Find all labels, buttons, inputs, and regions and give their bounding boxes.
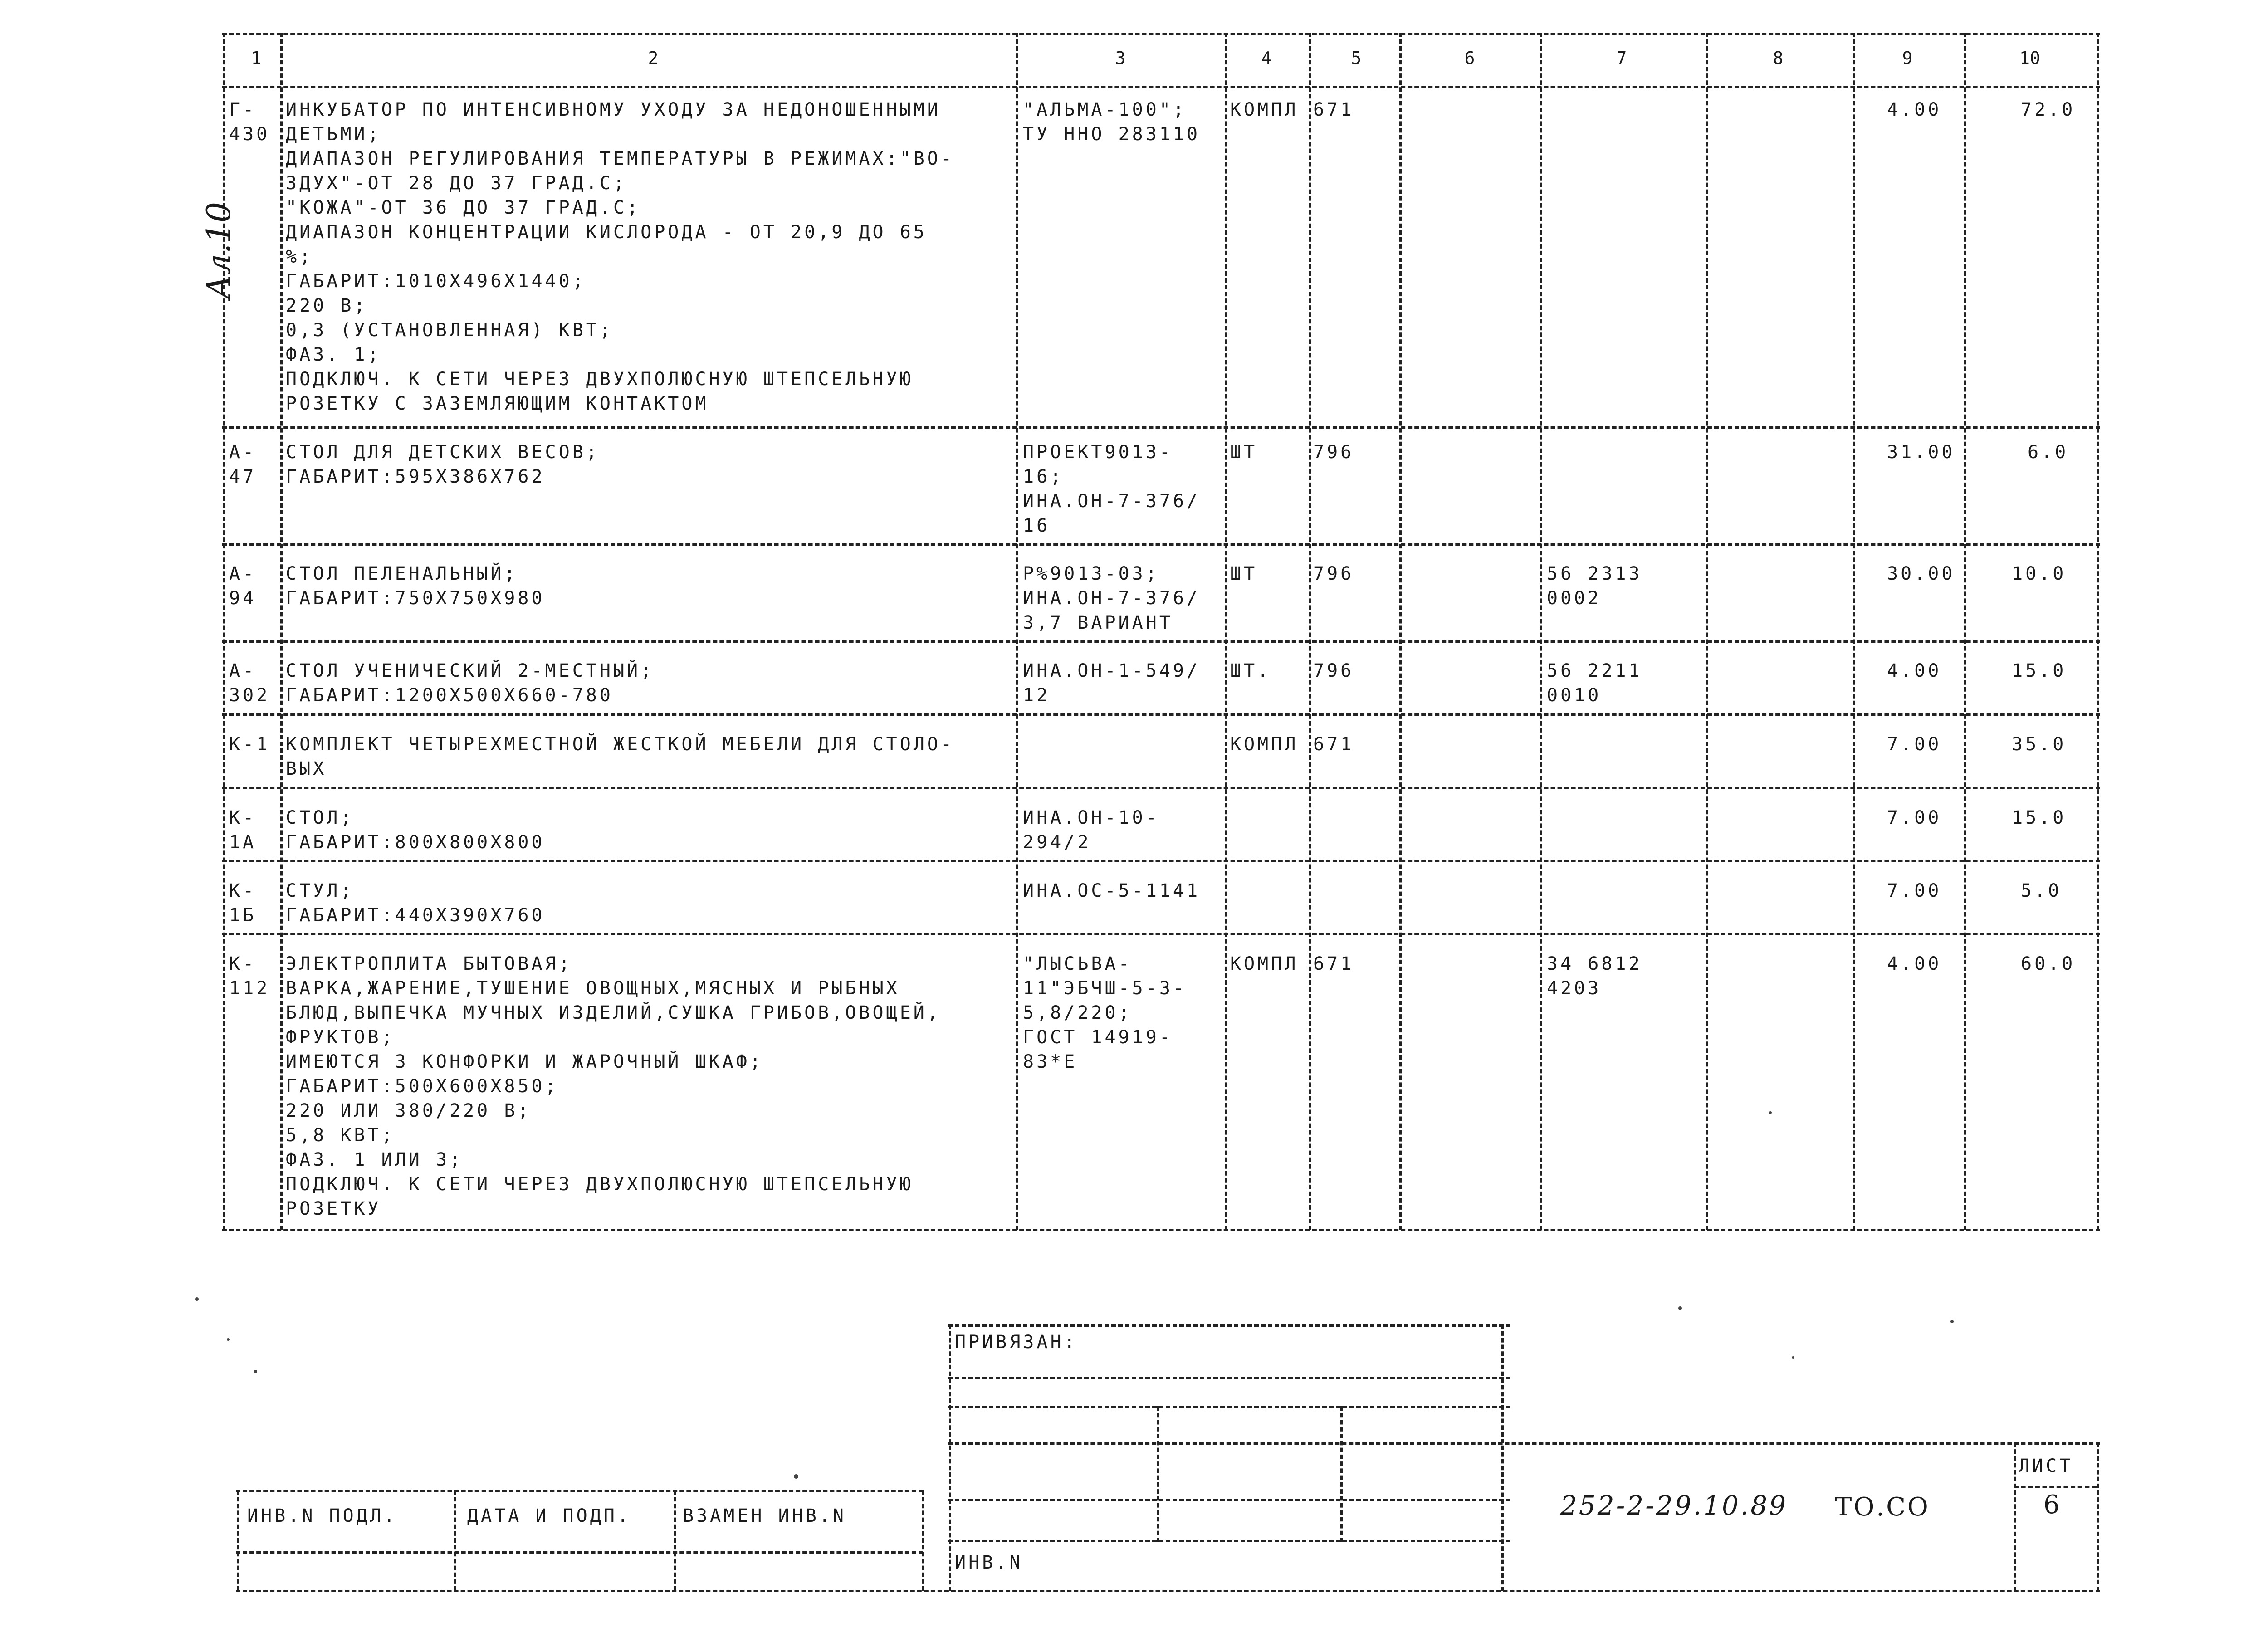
row-col10-value: 5.0 [2021,880,2062,901]
row-unit-code: 671 [1313,953,1354,974]
stamp-divider [674,1490,676,1591]
row-description: ДЕТЬМИ; [286,124,381,145]
row-document: 5,8/220; [1023,1002,1132,1023]
scan-speck [195,1297,199,1301]
row-description: 0,3 (УСТАНОВЛЕННАЯ) КВТ; [286,320,613,341]
stamp-rule [948,1324,1510,1327]
row-col9-value: 7.00 [1887,734,1942,755]
row-code: К- [229,880,257,901]
row-col9-value: 4.00 [1887,953,1942,974]
stamp-divider [949,1324,951,1591]
row-description: ГАБАРИТ:440Х390Х760 [286,905,545,926]
row-description: РОЗЕТКУ [286,1198,381,1219]
stamp-divider [2097,1442,2099,1591]
stamp-rule [948,1540,1510,1542]
row-rule [222,933,2100,935]
scan-speck [227,1338,230,1341]
row-document: 3,7 ВАРИАНТ [1023,612,1173,633]
row-rule [222,860,2100,862]
row-col10-value: 60.0 [2021,953,2076,974]
row-description: СТОЛ УЧЕНИЧЕСКИЙ 2-МЕСТНЫЙ; [286,660,655,681]
row-unit-code: 796 [1313,660,1354,681]
row-code: 1А [229,832,257,853]
row-description: "КОЖА"-ОТ 36 ДО 37 ГРАД.С; [286,197,641,218]
row-unit-code: 671 [1313,734,1354,755]
stamp-divider [454,1490,456,1591]
row-unit: ШТ [1230,563,1258,584]
row-code: 47 [229,466,257,487]
row-col9-value: 31.00 [1887,442,1955,463]
row-col7-value: 0002 [1547,588,1602,609]
row-description: ВЫХ [286,758,327,779]
row-description: СТОЛ ДЛЯ ДЕТСКИХ ВЕСОВ; [286,442,600,463]
row-rule [222,640,2100,643]
scan-speck [1792,1356,1794,1359]
table-bottom-rule [222,1229,2100,1231]
column-header-2: 2 [648,48,659,68]
row-description: ДИАПАЗОН КОНЦЕНТРАЦИИ КИСЛОРОДА - ОТ 20,9 ДО 65 [286,222,927,243]
row-description: 220 ИЛИ 380/220 В; [286,1100,532,1121]
stamp-privyazan-label: ПРИВЯЗАН: [955,1332,1078,1353]
row-description: СТОЛ ПЕЛЕНАЛЬНЫЙ; [286,563,518,584]
row-unit: КОМПЛ [1230,953,1299,974]
stamp-rule [2014,1486,2097,1488]
stamp-rule [948,1406,1510,1408]
stamp-rule [236,1551,923,1554]
col-divider-2-3 [1016,33,1018,1230]
col-divider-5-6 [1399,33,1402,1230]
column-header-10: 10 [2019,48,2040,68]
col-divider-1-2 [280,33,283,1230]
row-document: 16; [1023,466,1064,487]
row-description: ФАЗ. 1; [286,344,381,365]
row-col10-value: 72.0 [2021,99,2076,120]
stamp-divider [1501,1324,1504,1591]
row-unit-code: 796 [1313,563,1354,584]
column-header-6: 6 [1464,48,1475,68]
row-col7-value: 0010 [1547,685,1602,706]
row-document: 83*Е [1023,1051,1078,1072]
row-description: ВАРКА,ЖАРЕНИЕ,ТУШЕНИЕ ОВОЩНЫХ,МЯСНЫХ И РЫБНЫХ [286,978,900,999]
sheet-number: 6 [2043,1490,2062,1520]
stamp-inv-n-podl-label: ИНВ.N ПОДЛ. [247,1505,397,1526]
row-description: ГАБАРИТ:595Х386Х762 [286,466,545,487]
row-document: ПРОЕКТ9013- [1023,442,1173,463]
stamp-rule [948,1442,2100,1445]
row-description: ГАБАРИТ:1200Х500Х660-780 [286,685,613,706]
stamp-rule [948,1377,1510,1379]
stamp-rule [236,1490,923,1492]
stamp-divider [2014,1442,2016,1591]
row-document: 11"ЭБЧШ-5-3- [1023,978,1187,999]
row-col7-value: 34 6812 [1547,953,1642,974]
row-code: 430 [229,124,270,145]
scan-speck [1769,1111,1772,1114]
stamp-bottom-rule [236,1590,2100,1592]
row-rule [222,543,2100,546]
column-header-7: 7 [1616,48,1627,68]
row-description: ГАБАРИТ:500Х600Х850; [286,1076,559,1097]
row-description: ИМЕЮТСЯ 3 КОНФОРКИ И ЖАРОЧНЫЙ ШКАФ; [286,1051,763,1072]
row-col10-value: 15.0 [2012,807,2067,828]
scan-speck [1950,1320,1954,1323]
row-document: ИНА.ОС-5-1141 [1023,880,1201,901]
row-unit-code: 671 [1313,99,1354,120]
scan-speck [254,1370,257,1373]
row-code: К- [229,807,257,828]
col-divider-7-8 [1706,33,1708,1230]
row-unit: ШТ. [1230,660,1271,681]
stamp-rule [948,1499,1510,1501]
stamp-inv-n-label: ИНВ.N [955,1552,1023,1573]
column-header-4: 4 [1261,48,1272,68]
row-document: 294/2 [1023,832,1091,853]
col-divider-4-5 [1309,33,1311,1230]
row-unit: ШТ [1230,442,1258,463]
scan-speck [1678,1306,1682,1310]
row-col10-value: 10.0 [2012,563,2067,584]
row-code: 1Б [229,905,257,926]
row-col7-value: 4203 [1547,978,1602,999]
row-description: %; [286,246,313,267]
table-top-rule [222,33,2100,35]
row-code: 302 [229,685,270,706]
row-document: "ЛЫСЬВА- [1023,953,1132,974]
column-header-9: 9 [1902,48,1913,68]
row-unit-code: 796 [1313,442,1354,463]
row-description: ГАБАРИТ:1010Х496Х1440; [286,271,586,292]
row-col9-value: 4.00 [1887,660,1942,681]
row-description: РОЗЕТКУ С ЗАЗЕМЛЯЮЩИМ КОНТАКТОМ [286,393,709,414]
header-bottom-rule [222,86,2100,88]
row-description: КОМПЛЕКТ ЧЕТЫРЕХМЕСТНОЙ ЖЕСТКОЙ МЕБЕЛИ ДЛЯ СТОЛО- [286,734,955,755]
row-code: 94 [229,588,257,609]
row-col10-value: 6.0 [2028,442,2069,463]
row-col9-value: 30.00 [1887,563,1955,584]
row-description: ФРУКТОВ; [286,1027,395,1048]
col-divider-6-7 [1540,33,1542,1230]
stamp-vzamen-label: ВЗАМЕН ИНВ.N [683,1505,846,1526]
sheet-label: ЛИСТ [2019,1456,2073,1476]
row-description: ПОДКЛЮЧ. К СЕТИ ЧЕРЕЗ ДВУХПОЛЮСНУЮ ШТЕПСЕЛЬНУЮ [286,1174,914,1195]
row-document: ИНА.ОН-10- [1023,807,1159,828]
row-unit: КОМПЛ [1230,734,1299,755]
row-code: А- [229,563,257,584]
margin-annotation: Ал.10 [200,202,238,299]
row-document: ГОСТ 14919- [1023,1027,1173,1048]
row-description: 5,8 КВТ; [286,1125,395,1146]
row-col9-value: 7.00 [1887,807,1942,828]
row-code: А- [229,660,257,681]
row-description: СТОЛ; [286,807,354,828]
row-code: К- [229,953,257,974]
row-col9-value: 7.00 [1887,880,1942,901]
row-document: ИНА.ОН-7-376/ [1023,491,1201,512]
stamp-data-podp-label: ДАТА И ПОДП. [467,1505,631,1526]
row-description: ДИАПАЗОН РЕГУЛИРОВАНИЯ ТЕМПЕРАТУРЫ В РЕЖИМАХ:"ВО- [286,148,955,169]
row-description: СТУЛ; [286,880,354,901]
row-code: К-1 [229,734,270,755]
row-document: 16 [1023,515,1051,536]
column-header-3: 3 [1115,48,1126,68]
document-suffix: ТО.СО [1835,1492,1930,1522]
row-col10-value: 35.0 [2012,734,2067,755]
row-description: ГАБАРИТ:750Х750Х980 [286,588,545,609]
row-code: 112 [229,978,270,999]
column-header-1: 1 [251,48,262,68]
row-col7-value: 56 2211 [1547,660,1642,681]
row-unit: КОМПЛ [1230,99,1299,120]
row-col9-value: 4.00 [1887,99,1942,120]
row-description: ПОДКЛЮЧ. К СЕТИ ЧЕРЕЗ ДВУХПОЛЮСНУЮ ШТЕПСЕЛЬНУЮ [286,369,914,390]
row-rule [222,426,2100,429]
row-description: 220 В; [286,295,368,316]
row-description: ЭЛЕКТРОПЛИТА БЫТОВАЯ; [286,953,572,974]
row-description: ЗДУХ"-ОТ 28 ДО 37 ГРАД.С; [286,173,627,194]
row-document: ИНА.ОН-1-549/ [1023,660,1201,681]
row-description: ФАЗ. 1 ИЛИ 3; [286,1149,464,1170]
row-code: Г- [229,99,257,120]
row-document: 12 [1023,685,1051,706]
row-description: ИНКУБАТОР ПО ИНТЕНСИВНОМУ УХОДУ ЗА НЕДОНОШЕННЫМИ [286,99,941,120]
row-code: А- [229,442,257,463]
row-document: ТУ ННО 283110 [1023,124,1201,145]
stamp-divider [1157,1406,1159,1542]
row-document: "АЛЬМА-100"; [1023,99,1187,120]
row-document: Р%9013-03; [1023,563,1159,584]
stamp-divider [922,1490,924,1591]
row-description: ГАБАРИТ:800Х800Х800 [286,832,545,853]
column-header-8: 8 [1773,48,1784,68]
col-divider-9-10 [1964,33,1966,1230]
col-divider-8-9 [1853,33,1855,1230]
row-col10-value: 15.0 [2012,660,2067,681]
row-rule [222,787,2100,789]
document-code: 252-2-29.10.89 [1560,1490,1788,1521]
col-divider-3-4 [1225,33,1227,1230]
column-header-5: 5 [1351,48,1362,68]
stamp-divider [1340,1406,1343,1542]
stamp-divider [237,1490,239,1591]
row-description: БЛЮД,ВЫПЕЧКА МУЧНЫХ ИЗДЕЛИЙ,СУШКА ГРИБОВ,ОВОЩЕЙ, [286,1002,941,1023]
row-rule [222,713,2100,716]
table-right-edge [2097,33,2099,1230]
row-document: ИНА.ОН-7-376/ [1023,588,1201,609]
row-col7-value: 56 2313 [1547,563,1642,584]
scan-speck [794,1474,798,1479]
